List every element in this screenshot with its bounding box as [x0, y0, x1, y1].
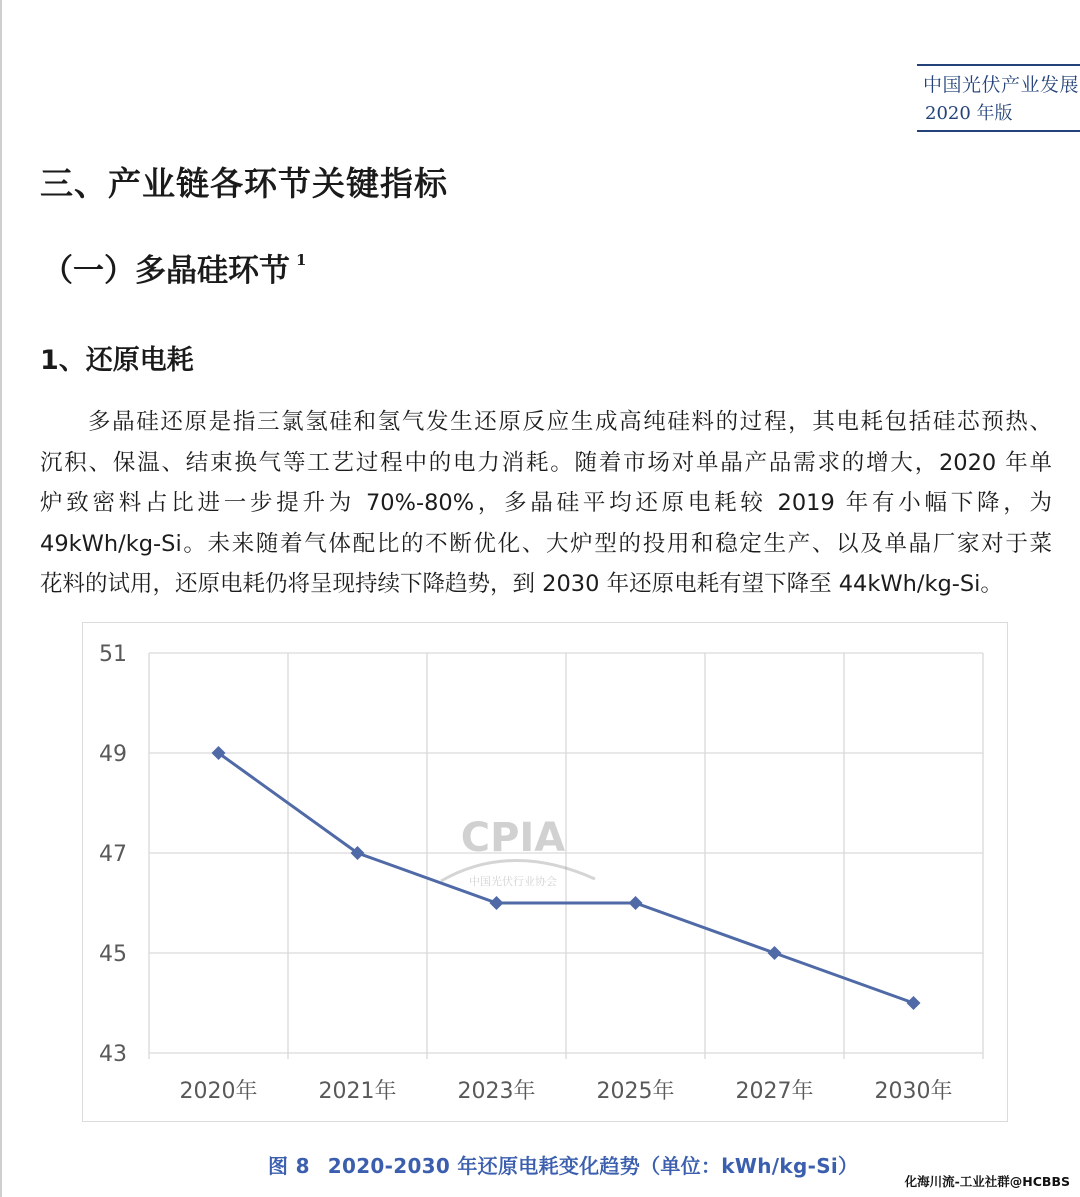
- y-tick-label: 47: [99, 842, 127, 867]
- cpia-watermark-logo: [441, 815, 595, 888]
- figure-caption: [268, 1150, 858, 1179]
- footnote-marker[interactable]: 1: [296, 251, 307, 269]
- item-title: 1、还原电耗: [40, 345, 194, 376]
- source-credit-watermark: 化海川流-工业社群@HCBBS: [904, 1174, 1070, 1189]
- y-tick-label: 49: [99, 742, 127, 767]
- watermark-org-text: 中国光伏行业协会: [469, 875, 557, 888]
- paragraph-line: 49kWh/kg-Si。未来随着气体配比的不断优化、大炉型的投用和稳定生产、以及单晶厂家对于菜: [40, 530, 1052, 557]
- section-title: 三、产业链各环节关键指标: [40, 164, 448, 203]
- x-axis-ticks: [180, 1079, 953, 1104]
- x-tick-label: 2023年: [457, 1079, 536, 1104]
- x-tick-label: 2027年: [735, 1079, 814, 1104]
- y-tick-label: 45: [99, 942, 127, 967]
- chart-grid: [149, 653, 983, 1059]
- data-point-marker: [629, 896, 643, 910]
- data-point-marker: [768, 946, 782, 960]
- running-header: [917, 64, 1080, 132]
- y-tick-label: 51: [99, 642, 127, 667]
- x-tick-label: 2021年: [318, 1079, 397, 1104]
- paragraph-line: 炉致密料占比进一步提升为 70%-80%，多晶硅平均还原电耗较 2019 年有小幅下降，为: [40, 490, 1052, 516]
- x-tick-label: 2020年: [179, 1079, 258, 1104]
- line-chart: [83, 623, 1009, 1123]
- subsection-title-text: （一）多晶硅环节: [42, 253, 290, 289]
- paragraph-line: 花料的试用，还原电耗仍将呈现持续下降趋势，到 2030 年还原电耗有望下降至 44kWh/kg-Si。: [40, 571, 1003, 597]
- subsection-title: [42, 245, 306, 290]
- x-tick-label: 2030年: [874, 1079, 953, 1104]
- chart-frame: [82, 622, 1008, 1122]
- data-point-marker: [490, 896, 504, 910]
- watermark-logo-text: CPIA: [460, 815, 566, 861]
- running-header-edition: 2020 年版: [925, 103, 1013, 124]
- x-tick-label: 2025年: [596, 1079, 675, 1104]
- data-point-marker: [907, 996, 921, 1010]
- paragraph-line: 多晶硅还原是指三氯氢硅和氢气发生还原反应生成高纯硅料的过程，其电耗包括硅芯预热、: [88, 409, 1052, 435]
- figure-number: 图 8: [268, 1154, 310, 1178]
- figure-caption-text: 2020-2030 年还原电耗变化趋势（单位：kWh/kg-Si）: [327, 1154, 859, 1178]
- y-axis-ticks: [99, 642, 127, 1067]
- page-edge-rule: [0, 0, 2, 1197]
- running-header-title: 中国光伏产业发展: [923, 74, 1080, 96]
- paragraph-line: 沉积、保温、结束换气等工艺过程中的电力消耗。随着市场对单晶产品需求的增大，2020 年单: [40, 449, 1052, 476]
- y-tick-label: 43: [99, 1042, 127, 1067]
- body-paragraph: [40, 402, 1052, 605]
